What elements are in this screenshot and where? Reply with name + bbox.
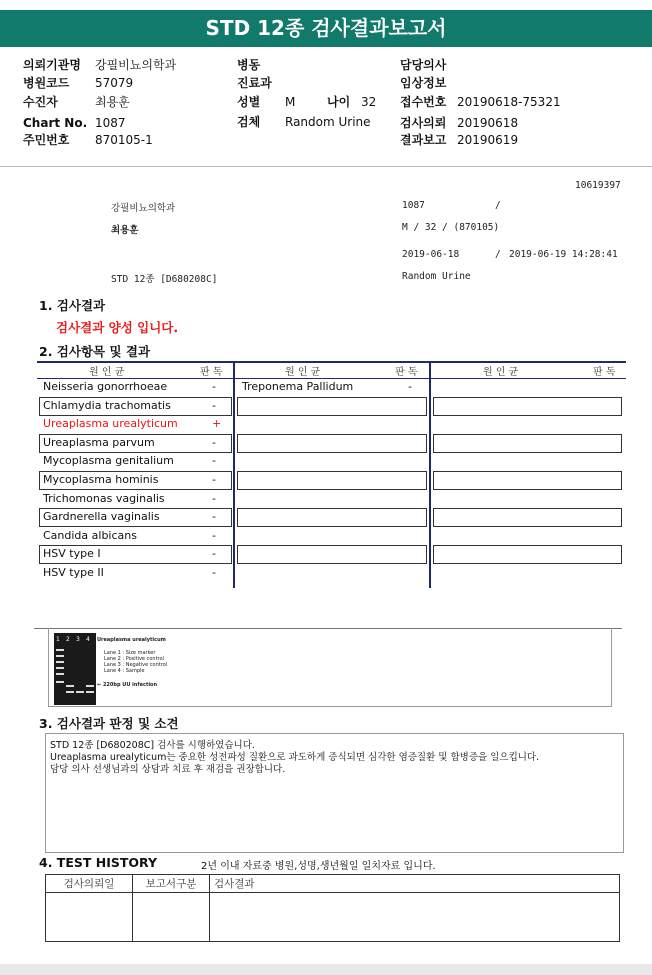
gel-band — [56, 661, 64, 663]
gel-legend-3: Lane 3 : Negative control — [104, 662, 168, 668]
history-col-result: 검사결과 — [210, 875, 620, 893]
result-item-name: Gardnerella vaginalis — [43, 510, 160, 523]
empty-result-box — [433, 397, 622, 416]
gel-band — [56, 649, 64, 651]
header-col1-row4: Chart No. 1087 — [23, 116, 126, 130]
empty-result-box — [433, 471, 622, 490]
section4-title: 4. TEST HISTORY — [39, 855, 158, 870]
result-item-name: HSV type I — [43, 547, 101, 560]
header-divider — [0, 166, 652, 167]
gel-marker-label: ← 220bp UU infection — [97, 682, 158, 688]
history-cell — [46, 893, 133, 942]
header-col3-row3: 접수번호 20190618-75321 — [400, 95, 561, 109]
gel-legend-1: Lane 1 : Size marker — [104, 650, 156, 656]
opinion-line-1: STD 12종 [D680208C] 검사를 시행하였습니다. — [50, 740, 255, 751]
result-item-value: - — [212, 380, 216, 393]
history-cell — [210, 893, 620, 942]
result-item-value: - — [212, 566, 216, 579]
col-judgment-2: 판 독 — [395, 367, 418, 378]
gel-legend-2: Lane 2 : Positive control — [104, 656, 164, 662]
result-item-name: Chlamydia trachomatis — [43, 399, 171, 412]
result-item-value: - — [212, 492, 216, 505]
gel-band — [56, 667, 64, 669]
header-col2-row3: 성별 M 나이 32 — [237, 95, 377, 109]
section4-note: 2년 이내 자료중 병원,성명,생년월일 일치자료 입니다. — [201, 861, 436, 872]
result-item-value: - — [212, 510, 216, 523]
col-pathogen-2: 원 인 균 — [285, 367, 321, 378]
opinion-box — [45, 733, 624, 853]
history-header-row — [46, 875, 620, 893]
gel-band — [86, 685, 94, 687]
header-col1-row3: 수진자 최용훈 — [23, 95, 130, 109]
empty-result-box — [433, 545, 622, 564]
gel-legend-4: Lane 4 : Sample — [104, 668, 145, 674]
header-col3-row5: 결과보고 20190619 — [400, 133, 519, 147]
empty-result-box — [237, 545, 427, 564]
gel-band — [66, 691, 74, 693]
gel-band — [66, 685, 74, 687]
col2-item-result: - — [408, 380, 412, 393]
gel-lane-label-1: 1 — [56, 636, 60, 643]
report-title: STD 12종 검사결과보고서 — [0, 10, 652, 47]
column-divider-2 — [429, 361, 431, 588]
col-pathogen-3: 원 인 균 — [483, 367, 519, 378]
header-col1-row1: 의뢰기관명 강필비뇨의학과 — [23, 58, 177, 72]
gel-electrophoresis-image — [54, 633, 96, 705]
section1-title: 1. 검사결과 — [39, 298, 106, 313]
header-col1-row5: 주민번호 870105-1 — [23, 133, 153, 147]
result-item-value: - — [212, 399, 216, 412]
gel-band — [86, 691, 94, 693]
test-history-table — [45, 874, 620, 942]
history-col-date: 검사의뢰일 — [46, 875, 133, 893]
empty-result-box — [237, 397, 427, 416]
history-cell — [133, 893, 210, 942]
col-pathogen-1: 원 인 균 — [89, 367, 125, 378]
report-patient: 최용훈 — [111, 225, 139, 236]
gel-band — [56, 673, 64, 675]
column-divider-1 — [233, 361, 235, 588]
header-col2-row2: 진료과 — [237, 76, 272, 90]
result-item-value: - — [212, 529, 216, 542]
col2-item-name: Treponema Pallidum — [242, 380, 354, 393]
report-test: STD 12종 [D680208C] — [111, 274, 218, 285]
opinion-line-2: Ureaplasma urealyticum는 중요한 성전파성 질환으로 과도하게 증식되면 심각한 염증질환 및 합병증을 일으킵니다. — [50, 752, 540, 763]
header-col1-row2: 병원코드 57079 — [23, 76, 134, 90]
report-date-from: 2019-06-18 — [402, 249, 460, 260]
header-col3-row1: 담당의사 — [400, 58, 447, 72]
results-table-header — [37, 361, 626, 379]
report-date-to: 2019-06-19 14:28:41 — [509, 249, 618, 260]
result-item-name: Neisseria gonorrhoeae — [43, 380, 168, 393]
opinion-line-3: 담당 의사 선생님과의 상담과 치료 후 재검을 권장합니다. — [50, 764, 286, 775]
gel-band — [76, 691, 84, 693]
result-item-value: + — [212, 417, 222, 430]
history-col-type: 보고서구분 — [133, 875, 210, 893]
gel-lane-label-2: 2 — [66, 636, 70, 643]
header-col2-row1: 병동 — [237, 58, 261, 72]
col-judgment-1: 판 독 — [200, 367, 223, 378]
result-item-name: Ureaplasma parvum — [43, 436, 155, 449]
gel-title: Ureaplasma urealyticum — [97, 637, 166, 643]
report-id: 10619397 — [575, 180, 621, 191]
section3-title: 3. 검사결과 판정 및 소견 — [39, 716, 179, 731]
empty-result-box — [433, 508, 622, 527]
result-item-value: - — [212, 436, 216, 449]
report-slash: / — [495, 200, 501, 211]
report-hospital: 강필비뇨의학과 — [111, 203, 176, 214]
report-sex-age: M / 32 / (870105) — [402, 222, 500, 233]
section2-title: 2. 검사항목 및 결과 — [39, 344, 151, 359]
result-item-name: Candida albicans — [43, 529, 137, 542]
empty-result-box — [237, 471, 427, 490]
result-item-value: - — [212, 473, 216, 486]
report-date-sep: / — [495, 249, 501, 260]
result-item-value: - — [212, 454, 216, 467]
result-item-name: Mycoplasma hominis — [43, 473, 159, 486]
header-col3-row4: 검사의뢰 20190618 — [400, 116, 519, 130]
header-col2-row4: 검체 Random Urine — [237, 115, 371, 129]
result-item-name: Trichomonas vaginalis — [43, 492, 165, 505]
empty-result-box — [433, 434, 622, 453]
result-item-name: Ureaplasma urealyticum — [43, 417, 178, 430]
empty-result-box — [237, 434, 427, 453]
report-chart: 1087 — [402, 200, 425, 211]
gel-band — [56, 681, 64, 683]
result-item-name: HSV type II — [43, 566, 104, 579]
history-empty-row — [46, 893, 620, 942]
gel-band — [56, 655, 64, 657]
header-col3-row2: 임상정보 — [400, 76, 447, 90]
gel-lane-label-3: 3 — [76, 636, 80, 643]
result-item-name: Mycoplasma genitalium — [43, 454, 174, 467]
report-specimen: Random Urine — [402, 271, 471, 282]
col-judgment-3: 판 독 — [593, 367, 616, 378]
section1-result: 검사결과 양성 입니다. — [56, 320, 179, 335]
empty-result-box — [237, 508, 427, 527]
result-item-value: - — [212, 547, 216, 560]
gel-lane-label-4: 4 — [86, 636, 90, 643]
